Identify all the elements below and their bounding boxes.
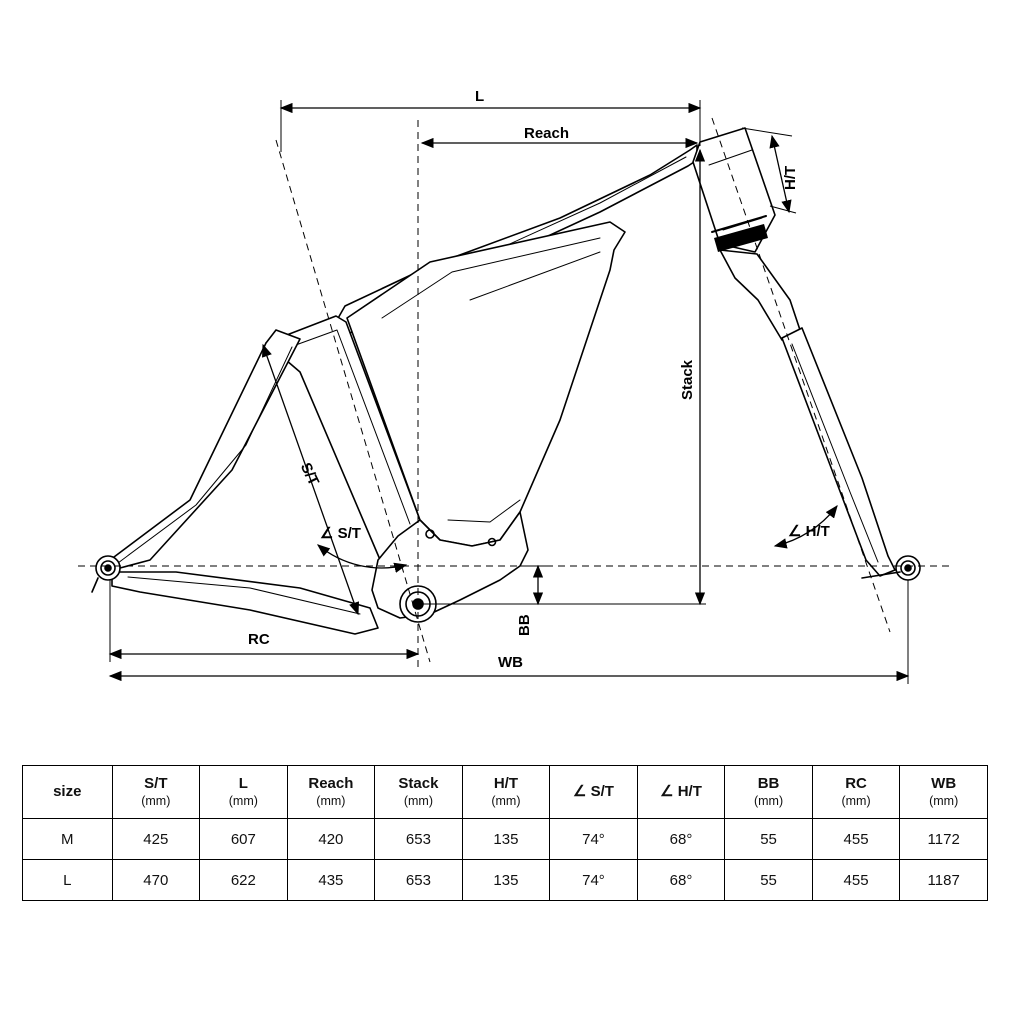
table-col-size [23, 766, 113, 819]
table-col-ht [462, 766, 550, 819]
table-col-angle-st [550, 766, 638, 819]
dimension-label-rc: RC [248, 631, 270, 648]
cell-l: 607 [200, 819, 288, 860]
table-row [23, 860, 988, 901]
table-col-l-unit: (mm) [228, 793, 258, 808]
table-col-st-label: S/T [144, 775, 168, 793]
dimension-label-angle-st: ∠ S/T [320, 525, 361, 542]
cell-wb: 1172 [900, 819, 988, 860]
table-col-reach-unit: (mm) [316, 793, 346, 808]
dimension-label-reach: Reach [524, 125, 570, 142]
table-col-ht-unit: (mm) [491, 793, 521, 808]
table-header-row [23, 766, 988, 819]
cell-angle-st: 74° [550, 819, 638, 860]
cell-ht: 135 [462, 819, 550, 860]
table-row [23, 819, 988, 860]
table-col-l-label: L [238, 775, 248, 793]
dimension-label-st: S/T [296, 460, 323, 489]
table-col-st [112, 766, 200, 819]
table-col-wb-unit: (mm) [929, 793, 959, 808]
table-col-angle-st-label: ∠ S/T [572, 782, 614, 800]
cell-st: 470 [112, 860, 200, 901]
table-col-angle-ht-label: ∠ H/T [660, 782, 702, 800]
table-col-stack [375, 766, 463, 819]
dimension-label-angle-ht: ∠ H/T [788, 523, 830, 540]
dimension-label-wb: WB [498, 654, 523, 671]
dimension-label-ht-length: H/T [782, 165, 799, 190]
table-col-ht-label: H/T [493, 775, 519, 793]
table-col-stack-label: Stack [398, 775, 439, 793]
table-col-stack-unit: (mm) [403, 793, 433, 808]
table-col-wb-label: WB [931, 775, 957, 793]
cell-size: L [23, 860, 113, 901]
cell-stack: 653 [375, 860, 463, 901]
cell-l: 622 [200, 860, 288, 901]
table-col-reach [287, 766, 375, 819]
cell-reach: 420 [287, 819, 375, 860]
dimension-label-stack: Stack [679, 359, 696, 400]
cell-bb: 55 [725, 819, 813, 860]
cell-angle-ht: 68° [637, 860, 725, 901]
table-col-rc [812, 766, 900, 819]
cell-ht: 135 [462, 860, 550, 901]
dimension-label-bb: BB [516, 614, 533, 636]
table-col-wb [900, 766, 988, 819]
cell-size: M [23, 819, 113, 860]
cell-angle-ht: 68° [637, 819, 725, 860]
table-col-rc-unit: (mm) [841, 793, 871, 808]
table-col-reach-label: Reach [308, 775, 354, 793]
cell-stack: 653 [375, 819, 463, 860]
cell-rc: 455 [812, 860, 900, 901]
dimension-label-l: L [475, 88, 485, 105]
table-col-bb-label: BB [757, 775, 780, 793]
geometry-table [22, 765, 988, 901]
table-col-rc-label: RC [845, 775, 867, 793]
table-col-angle-ht [637, 766, 725, 819]
table-col-size-label: size [53, 782, 82, 800]
table-col-bb [725, 766, 813, 819]
cell-rc: 455 [812, 819, 900, 860]
table-col-l [200, 766, 288, 819]
cell-wb: 1187 [900, 860, 988, 901]
table-col-st-unit: (mm) [141, 793, 171, 808]
table-col-bb-unit: (mm) [753, 793, 784, 808]
cell-reach: 435 [287, 860, 375, 901]
cell-angle-st: 74° [550, 860, 638, 901]
cell-bb: 55 [725, 860, 813, 901]
cell-st: 425 [112, 819, 200, 860]
